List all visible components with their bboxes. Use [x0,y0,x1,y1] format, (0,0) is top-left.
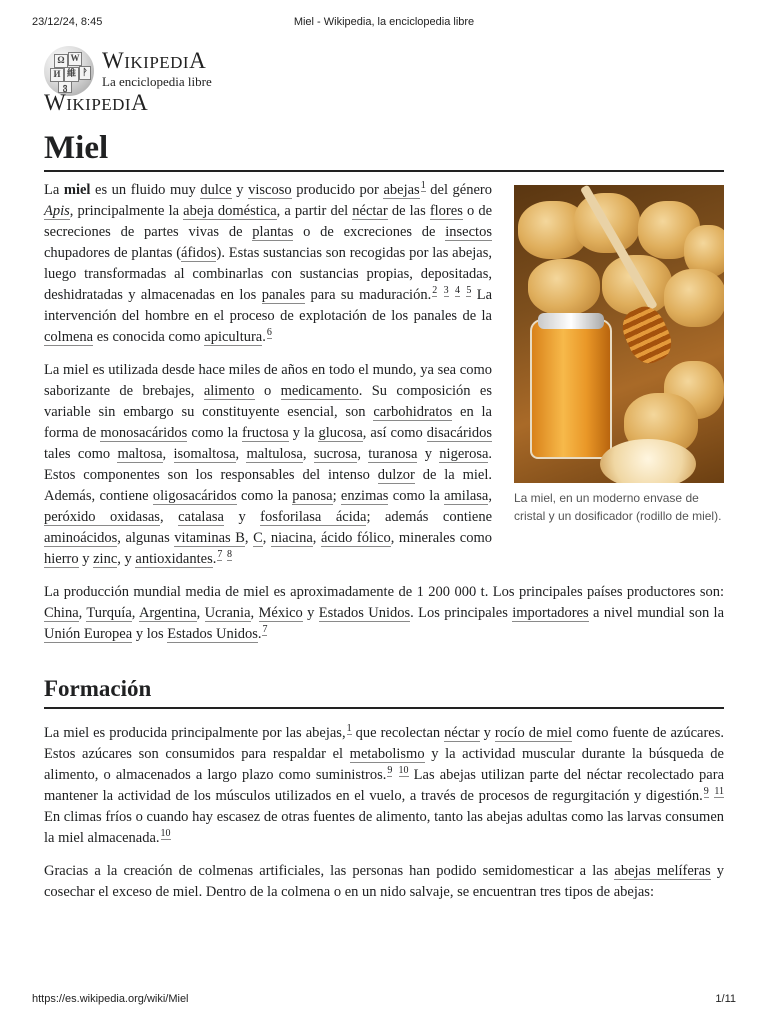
reference-link[interactable]: 3 [443,285,449,297]
paragraph: La miel es producida principalmente por las abejas,$^1$ que recolectan néctar y rocío de miel como fuente de azúcares. Estos azúcares son consumidos para respaldar el metabolismo y la actividad muscular durante la búsqueda de alimento, o almacenados a largo plazo como suministros.$^9$ $^{10}$ Las abejas utilizan parte del néctar recolectado para mantener la actividad de los músculos utilizados en el vuelo, a través de procesos de regurgitación y digestión.$^9$ $^{11}$ En climas fríos o cuando hay escasez de otras fuentes de alimento, tanto las abejas adultas como las larvas consumen la miel almacenada.$^{10}$ [44,723,724,846]
print-date: 23/12/24, 8:45 [32,16,103,28]
link-viscoso[interactable]: viscoso [248,182,292,198]
link-c[interactable]: C [253,530,263,546]
link-maltulosa[interactable]: maltulosa [246,446,303,462]
link-hierro[interactable]: hierro [44,551,79,567]
link-acido-folico[interactable]: ácido fólico [320,530,391,546]
reference-link[interactable]: 10 [160,828,171,840]
link-zinc[interactable]: zinc [93,551,118,567]
link-argentina[interactable]: Argentina [138,605,197,621]
link-oligosacaridos[interactable]: oligosacáridos [152,488,237,504]
link-panosa[interactable]: panosa [292,488,333,504]
honey-jar [530,319,612,459]
reference-link[interactable]: 1 [420,180,426,192]
wordmark: WIKIPEDIA [102,48,207,73]
link-alimento[interactable]: alimento [203,383,255,399]
article-figure [514,185,724,525]
page-title: Miel [44,126,724,172]
link-nectar-2[interactable]: néctar [444,725,480,741]
reference-link[interactable]: 5 [466,285,472,297]
reference-link[interactable]: 2 [432,285,438,297]
link-amilasa[interactable]: amilasa [444,488,489,504]
link-abejas-meliferas[interactable]: abejas melíferas [614,863,711,879]
link-vitaminas-b[interactable]: vitaminas B [174,530,245,546]
link-union-europea[interactable]: Unión Europea [44,626,133,642]
link-carbohidratos[interactable]: carbohidratos [373,404,453,420]
link-estados-unidos[interactable]: Estados Unidos [318,605,411,621]
link-plantas[interactable]: plantas [252,224,294,240]
print-url: https://es.wikipedia.org/wiki/Miel [32,993,189,1005]
reference-link[interactable]: 6 [266,327,272,339]
print-page-title: Miel - Wikipedia, la enciclopedia libre [293,16,475,28]
reference-link[interactable]: 7 [217,549,223,561]
paragraph: La producción mundial media de miel es aproximadamente de 1 200 000 t. Los principales países productores son: China, Turquía, Argentina, Ucrania, México y Estados Unidos. Los principales importadores a nivel mundial son la Unión Europea y los Estados Unidos.$^7$ [44,584,725,642]
link-flores[interactable]: flores [429,203,463,219]
section-heading-formacion: Formación [44,675,724,709]
link-fosforilasa-acida[interactable]: fosforilasa ácida [260,509,367,525]
reference-link[interactable]: 4 [454,285,460,297]
link-insectos[interactable]: insectos [445,224,492,240]
link-turquia[interactable]: Turquía [86,605,132,621]
link-apis[interactable]: Apis [44,203,70,219]
link-medicamento[interactable]: medicamento [280,383,359,399]
tagline: La enciclopedia libre [102,74,212,89]
honey-image[interactable] [514,185,724,483]
link-abeja-domestica[interactable]: abeja doméstica [183,203,277,219]
reference-link[interactable]: 10 [398,765,409,777]
link-panales[interactable]: panales [261,287,306,303]
reference-link[interactable]: 1 [346,723,352,735]
paragraph: Gracias a la creación de colmenas artificiales, las personas han podido semidomesticar a las abejas melíferas y cosechar el exceso de miel. Dentro de la colmena o en un nido salvaje, se encuentran tres tipos de abejas: [44,863,725,900]
link-sucrosa[interactable]: sucrosa [313,446,358,462]
link-fructosa[interactable]: fructosa [242,425,289,441]
reference-link[interactable]: 9 [703,786,709,798]
link-afidos[interactable]: áfidos [181,245,217,261]
link-abejas[interactable]: abejas [383,182,420,198]
reference-link[interactable]: 8 [226,549,232,561]
link-importadores[interactable]: importadores [512,605,589,621]
link-disacaridos[interactable]: disacáridos [426,425,492,441]
link-enzimas[interactable]: enzimas [340,488,389,504]
link-catalasa[interactable]: catalasa [178,509,224,525]
link-ucrania[interactable]: Ucrania [204,605,251,621]
link-china[interactable]: China [44,605,79,621]
reference-link[interactable]: 11 [714,786,724,798]
reference-link[interactable]: 9 [387,765,393,777]
link-colmena[interactable]: colmena [44,329,94,345]
link-mexico[interactable]: México [258,605,303,621]
link-turanosa[interactable]: turanosa [368,446,418,462]
globe-icon: Ω W И 維 ᚹ ვ [44,46,94,96]
link-rocio-de-miel[interactable]: rocío de miel [494,725,573,741]
article-content [44,126,724,915]
figure-caption: La miel, en un moderno envase de cristal y un dosificador (rodillo de miel). [514,491,722,523]
link-antioxidantes[interactable]: antioxidantes [135,551,213,567]
link-glucosa[interactable]: glucosa [318,425,363,441]
link-dulzor[interactable]: dulzor [377,467,415,483]
link-metabolismo[interactable]: metabolismo [349,746,425,762]
reference-link[interactable]: 7 [262,624,268,636]
link-niacina[interactable]: niacina [270,530,313,546]
link-nigerosa[interactable]: nigerosa [439,446,489,462]
link-estados-unidos-2[interactable]: Estados Unidos [167,626,258,642]
link-aminoacidos[interactable]: aminoácidos [44,530,118,546]
link-monosacaridos[interactable]: monosacáridos [100,425,188,441]
page-number: 1/11 [715,993,736,1005]
link-nectar[interactable]: néctar [352,203,388,219]
link-isomaltosa[interactable]: isomaltosa [173,446,236,462]
paragraph: La miel es un fluido muy dulce y viscoso producido por abejas$^1$ del género Apis, principalmente la abeja doméstica, a partir del néctar de las flores o de secreciones de partes vivas de plantas o de excreciones de insectos chupadores de plantas (áfidos). Estas sustancias son recogidas por las abejas, luego transformadas al combinarlas con sustancias propias, depositadas, deshidratadas y almacenadas en los panales para su maduración.$^2$ $^3$ $^4$ $^5$ La intervención del hombre en el proceso de explotación de los panales de la colmena es conocida como apicultura.$^6$ [44,180,493,345]
link-dulce[interactable]: dulce [200,182,232,198]
paragraph: La miel es utilizada desde hace miles de años en todo el mundo, ya sea como saborizante de brebajes, alimento o medicamento. Su composición es variable sin embargo su constituyente esencial, son carbohidratos en la forma de monosacáridos como la fructosa y la glucosa, así como disacáridos tales como maltosa, isomaltosa, maltulosa, sucrosa, turanosa y nigerosa. Estos componentes son los responsables del intenso dulzor de la miel. Además, contiene oligosacáridos como la panosa; enzimas como la amilasa, peróxido oxidasas, catalasa y fosforilasa ácida; además contiene aminoácidos, algunas vitaminas B, C, niacina, ácido fólico, minerales como hierro y zinc, y antioxidantes.$^7$ $^8$ [44,362,493,567]
link-maltosa[interactable]: maltosa [117,446,163,462]
article-intro [44,180,492,582]
link-apicultura[interactable]: apicultura [204,329,263,345]
link-peroxido-oxidasas[interactable]: peróxido oxidasas [44,509,160,525]
wikipedia-logo[interactable] [44,44,304,116]
wordmark-secondary: WIKIPEDIA [44,90,149,115]
